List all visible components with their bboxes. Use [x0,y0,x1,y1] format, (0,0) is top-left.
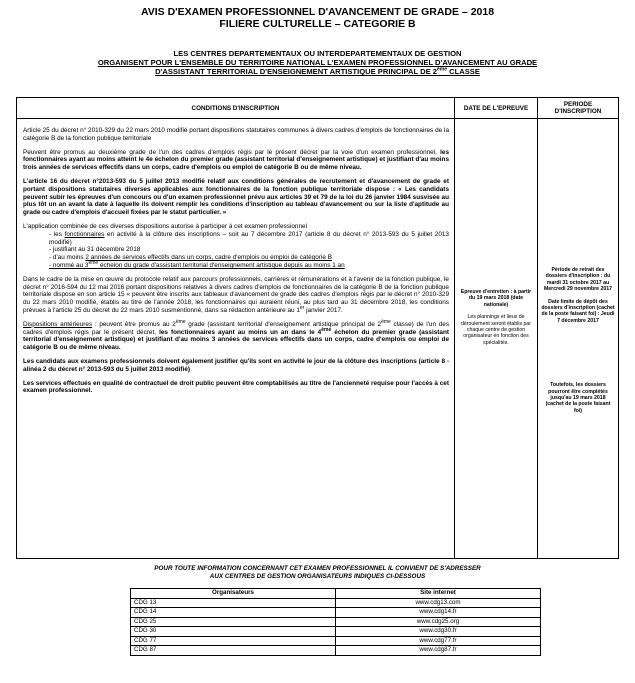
header-date: DATE DE L'EPREUVE [455,98,538,119]
list-item-text: - d'au moins [49,254,86,262]
list-item-text: en activité à la clôture des inscriptions – soit au 7 décembre 2017 (article 8 du décret n° 2013-593 du 5 juillet 2013 modifié) [49,230,449,246]
header-period: PERIODE D'INSCRIPTION [538,98,619,119]
exam-date: Epreuve d'entretien : à partir du 19 mars 2018 (date nationale) [460,289,532,308]
condition-sup: ème [321,326,332,333]
list-item [49,259,449,270]
cdg-header-site: Site internet [336,589,541,599]
organizers-line2: ORGANISENT POUR L'ENSEMBLE DU TERRITOIRE NATIONAL L'EXAMEN PROFESSIONNEL D'AVANCEMENT AU GRADE [97,58,538,67]
organizers-block [0,49,635,76]
condition-paragraph [23,318,450,352]
organizers-line3-end: CLASSE [447,67,480,76]
condition-paragraph [23,149,449,172]
table-row [131,598,541,608]
cdg-organizer: CDG 13 [131,598,336,608]
condition-text-bold: échelon du premier grade (assistant territorial d'enseignement artistique) et justifiant d'au moins 3 années de services effectifs dans un corps, cadre d'emplois ou emploi de catégorie B ou de même niveau. [23,328,450,352]
organizers-line3-sup: ème [437,66,448,73]
condition-paragraph: Les candidats aux examens professionnels doivent également justifier qu'ils sont en activité le jour de la clôture des inscriptions (article 8 - alinéa 2 du décret n° 2013-593 du 5 juillet 2013 modifié) [23,357,449,373]
list-item-text: échelon du grade d'assistant territorial d'enseignement artistique depuis au moins 1 an [98,261,345,269]
condition-text-bold: les fonctionnaires ayant au moins un an dans le 4 [159,328,322,336]
condition-text: classe) de l'un des cadres d'emplois régis par le présent décret, [23,320,450,336]
condition-paragraph [23,276,449,315]
date-cell [455,119,538,559]
conditions-table [16,97,619,559]
condition-paragraph: L'article 16 du décret n°2013-593 du 5 juillet 2013 modifié relatif aux conditions générales de recrutement et d'avancement de grade et portant dispositions statutaires diverses applicables aux fonctionnaires de la fonction publique territoriale dispose : « Les candidats peuvent subir les épreuves d'un concours ou d'un examen professionnel prévu aux articles 39 et 79 de la loi du 26 janvier 1984 susvisée au plus tôt un an avant la date à laquelle ils doivent remplir les conditions d'inscription au tableau d'avancement ou sur la liste d'aptitude au grade ou cadre d'emplois d'accueil fixées par le statut particulier. » [23,177,449,217]
cdg-header-org: Organisateurs [131,589,336,599]
deposit-deadline: Date limite de dépôt des dossiers d'inscription (cachet de la poste faisant foi) : Jeudi 7 décembre 2017 [541,298,615,324]
list-item-text: - nommé au 3 [49,261,89,269]
notice-title: AVIS D'EXAMEN PROFESSIONNEL D'AVANCEMENT DE GRADE – 2018 [140,6,495,18]
cdg-organizer: CDG 77 [131,636,336,646]
condition-text-bold: les fonctionnaires ayant au moins atteint le 4e échelon du premier grade (assistant territorial d'enseignement artistique) et justifiant d'au moins trois années de services effectifs dans un corps, cadre d'emplois ou emploi de catégorie B ou de même niveau. [23,148,449,172]
condition-list [49,231,449,270]
cdg-table [130,588,541,656]
condition-text: Peuvent être promus au deuxième grade de l'un des cadres d'emplois régis par le présent décret par la voie d'un examen professionnel, [23,148,441,156]
list-item [49,254,449,262]
withdrawal-period: Période de retrait des dossiers d'inscription : du mardi 31 octobre 2017 au Mercredi 29 novembre 2017 [543,267,613,293]
condition-sup: ème [381,318,391,325]
cdg-organizer: CDG 30 [131,627,336,637]
list-item-underlined: 2 années de services effectifs dans un corps, cadre d'emplois ou emploi de catégorie B [85,254,332,262]
cdg-website-link[interactable]: www.cdg25.org [336,617,541,627]
list-item-sup: ème [88,259,99,266]
organizers-line1: LES CENTRES DEPARTEMENTAUX OU INTERDEPARTEMENTAUX DE GESTION [173,49,462,58]
condition-text-underlined: Dispositions antérieures [23,320,93,328]
cdg-website-link[interactable]: www.cdg77.fr [336,636,541,646]
information-notice [0,565,635,581]
conditions-table-header [17,98,619,119]
notice-subtitle: FILIERE CULTURELLE – CATEGORIE B [219,18,416,30]
organizers-line3 [0,67,635,76]
header-conditions: CONDITIONS D'INSCRIPTION [17,98,455,119]
cdg-website-link[interactable]: www.cdg14.fr [336,608,541,618]
cdg-organizer: CDG 25 [131,617,336,627]
table-row [131,608,541,618]
condition-text: : peuvent être promus au 2 [92,320,176,328]
notice-line1: POUR TOUTE INFORMATION CONCERNANT CET EXAMEN PROFESSIONNEL IL CONVIENT DE S'ADRESSER [154,565,481,572]
completion-deadline: Toutefois, les dossiers pourront être complétés jusqu'au 19 mars 2018 (cachet de la poste faisant foi) [545,382,611,414]
condition-paragraph: Les services effectués en qualité de contractuel de droit public peuvent être comptabilisés au titre de l'ancienneté requise pour l'accès à cet examen professionnel. [23,379,449,395]
table-row [131,636,541,646]
table-row [131,627,541,637]
list-item: - justifiant au 31 décembre 2018 [49,246,141,254]
list-item [49,231,449,247]
exam-date-note: Les plannings et lieux de déroulement seront établis par chaque centre de gestion organisateur en fonction des spécialités. [460,314,532,346]
condition-sup: ème [175,318,186,325]
notice-line2: AUX CENTRES DE GESTION ORGANISATEURS INDIQUES CI-DESSOUS [209,573,426,580]
table-row [131,617,541,627]
condition-sup: er [299,304,305,311]
organizers-line3-text: D'ASSISTANT TERRITORIAL D'ENSEIGNEMENT ARTISTIQUE PRINCIPAL DE 2 [155,67,437,76]
condition-text: janvier 2017. [304,306,343,314]
condition-text: grade (assistant territorial d'enseignement artistique principal de 2 [185,320,382,328]
condition-paragraph: Article 25 du décret n° 2010-329 du 22 mars 2010 modifié portant dispositions statutaires communes à divers cadres d'emplois de fonctionnaires de la catégorie B de la fonction publique territoriale [23,127,449,142]
cdg-table-header [131,589,541,599]
period-cell [538,119,619,559]
cdg-website-link[interactable]: www.cdg30.fr [336,627,541,637]
table-row [131,646,541,656]
cdg-website-link[interactable]: www.cdg13.com [336,598,541,608]
conditions-cell [17,119,455,559]
cdg-organizer: CDG 14 [131,608,336,618]
condition-paragraph: L'application combinée de ces diverses dispositions autorise à participer à cet examen professionnel [23,222,307,230]
list-item-text: - les [49,230,65,238]
list-item-underlined: fonctionnaires [64,230,105,238]
conditions-table-row [17,119,619,559]
cdg-website-link[interactable]: www.cdg87.fr [336,646,541,656]
condition-text: Dans le cadre de la mise en œuvre du protocole relatif aux parcours professionnels, carrières et rémunérations et à l'avenir de la fonction publique, le décret n° 2016-594 du 12 mai 2016 portant dispositions relatives à divers cadres d'emplois de fonctionnaires de la catégorie B de la fonction publique territoriale dispose en son article 15 « peuvent être inscrits aux tableaux d'avancement de grade des cadres d'emplois régis par le décret n° 2010-329 du 22 mars 2010 modifié, établis au titre de l'année 2018, les fonctionnaires qui auraient réuni, au plus tard au 31 décembre 2018, les conditions prévues à l'article 25 du décret du 22 mars 2010 susmentionné, dans sa rédaction antérieure au 1 [23,275,449,314]
cdg-organizer: CDG 87 [131,646,336,656]
